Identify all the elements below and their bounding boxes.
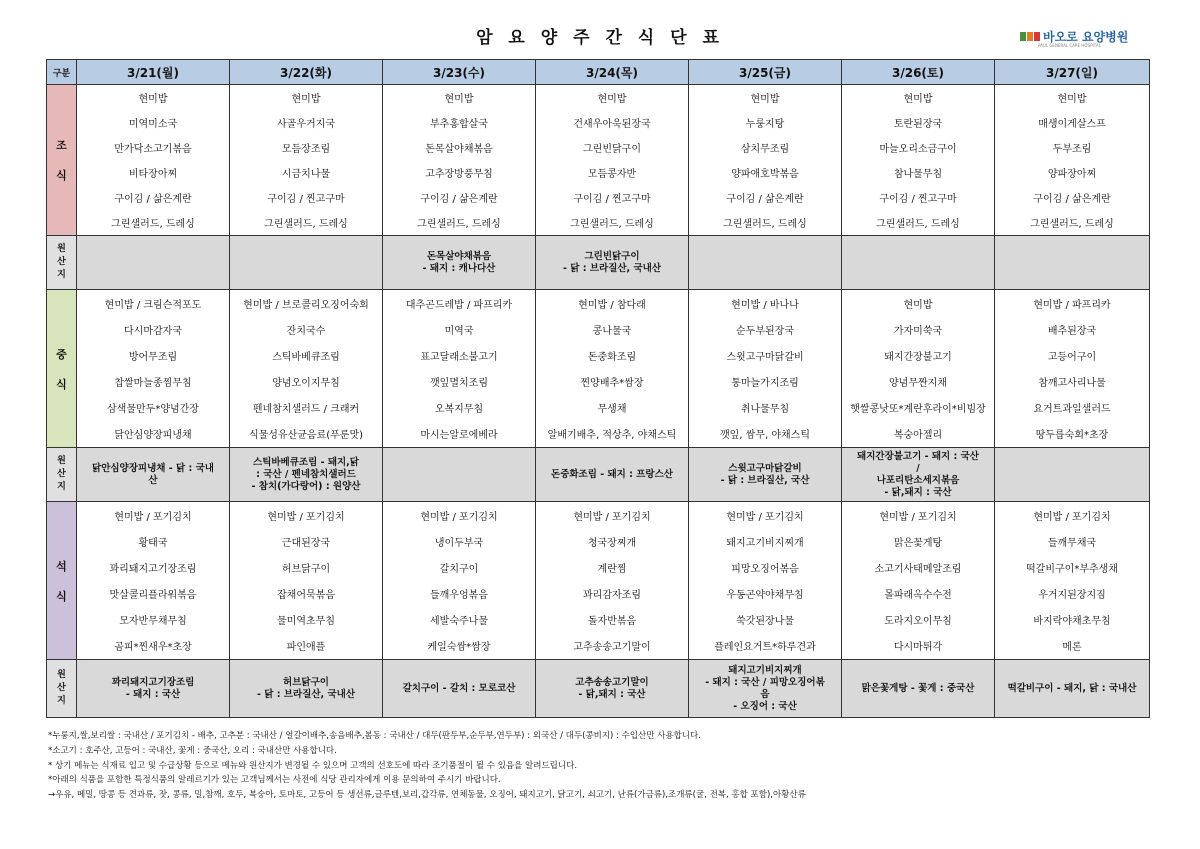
origin-label <box>47 660 77 718</box>
menu-item: 그린빈닭구이 <box>583 144 641 155</box>
menu-item: 들깨무채국 <box>1047 537 1097 549</box>
menu-item: 현미밥 <box>903 299 933 311</box>
corner-cell: 구분 <box>47 60 77 85</box>
page-title: 암 요 양 주 간 식 단 표 <box>476 28 724 48</box>
menu-item: 부추홍합살국 <box>430 119 488 130</box>
menu-item: 복숭아젤리 <box>893 430 943 442</box>
origin-cell <box>536 660 689 718</box>
menu-item: 피망오징어볶음 <box>731 563 799 575</box>
menu-item: 허브닭구이 <box>281 563 331 575</box>
menu-item: 통마늘가지조림 <box>731 378 799 390</box>
menu-item: 시금치나물 <box>281 169 331 180</box>
menu-item: 청국장찌개 <box>587 537 637 549</box>
menu-item: 고추송송고기말이 <box>573 642 651 654</box>
meal-label-char: 조 <box>56 139 67 152</box>
menu-cell <box>995 85 1150 236</box>
menu-item: 세발숙주나물 <box>430 616 488 628</box>
origin-cell <box>383 448 536 502</box>
origin-cell <box>536 236 689 290</box>
menu-item: 건새우아욱된장국 <box>573 119 651 130</box>
menu-item: 양파애호박볶음 <box>731 169 799 180</box>
origin-text: 돈중화조림 - 돼지 : 프랑스산 <box>551 468 673 480</box>
menu-item: 현미밥 / 크림슨적포도 <box>104 299 202 311</box>
meal-label-char: 석 <box>56 559 67 573</box>
origin-text: 닭안심양장피냉채 - 닭 : 국내 산 <box>92 462 214 486</box>
header-row <box>47 60 1150 85</box>
origin-text: 허브닭구이 - 닭 : 브라질산, 국내산 <box>257 676 355 700</box>
origin-cell <box>842 236 995 290</box>
origin-label-char: 원 <box>57 456 66 466</box>
origin-text: 꽈리돼지고기장조림 - 돼지 : 국산 <box>111 676 195 700</box>
origin-text: 스윗고구마닭갈비 - 닭 : 브라질산, 국산 <box>720 462 810 486</box>
menu-item: 양념무짠지채 <box>889 378 947 390</box>
origin-cell <box>383 660 536 718</box>
meal-row <box>47 85 1150 236</box>
menu-item: 미역국 <box>444 325 474 337</box>
menu-item: 깻잎, 쌈무, 야채스틱 <box>720 430 810 442</box>
origin-cell <box>689 448 842 502</box>
origin-cell <box>77 236 230 290</box>
menu-item: 소고기사태메알조림 <box>874 563 962 575</box>
menu-item: 모듬콩자반 <box>587 169 637 180</box>
menu-cell <box>383 290 536 448</box>
menu-item: 취나물무침 <box>740 404 790 416</box>
menu-cell <box>689 290 842 448</box>
meal-label-char: 식 <box>56 589 67 603</box>
note-line: * 상기 메뉴는 식재료 입고 및 수급상황 등으로 메뉴와 원산지가 변경될 수 있으며 고객의 선호도에 따라 조기품절이 될 수 있음을 알려드립니다. <box>48 760 578 771</box>
menu-item: 근대된장국 <box>281 537 331 549</box>
menu-item: 현미밥 / 포기김치 <box>114 511 192 523</box>
menu-item: 들깨우엉볶음 <box>430 590 488 602</box>
menu-item: 방어무조림 <box>128 351 178 363</box>
origin-label-char: 지 <box>57 482 66 492</box>
menu-cell <box>995 502 1150 660</box>
origin-text: 떡갈비구이 - 돼지, 닭 : 국내산 <box>1007 682 1137 694</box>
origin-label-char: 지 <box>57 696 66 706</box>
menu-item: 현미밥 / 포기김치 <box>267 511 345 523</box>
menu-item: 우거지된장지짐 <box>1038 590 1106 602</box>
menu-item: 그린샐러드, 드레싱 <box>417 219 501 230</box>
meal-label-char: 중 <box>56 347 67 361</box>
menu-item: 매생이게살스프 <box>1038 119 1106 130</box>
menu-item: 물미역초무침 <box>277 616 335 628</box>
menu-cell <box>77 290 230 448</box>
logo-subtitle: PAUL GENERAL CARE HOSPITAL <box>1038 43 1101 48</box>
menu-item: 가자미쑥국 <box>893 325 943 337</box>
origin-row <box>47 236 1150 290</box>
origin-label <box>47 448 77 502</box>
menu-item: 요거트과일샐러드 <box>1033 404 1111 416</box>
menu-item: 바지락야채초무침 <box>1033 616 1111 628</box>
meal-label <box>47 290 77 448</box>
menu-item: 맑은꽃게탕 <box>893 537 943 549</box>
menu-item: 누룽지탕 <box>745 119 785 130</box>
origin-cell <box>230 448 383 502</box>
menu-item: 양파장아찌 <box>1047 169 1097 180</box>
origin-cell <box>689 236 842 290</box>
origin-text: 갈치구이 - 갈치 : 모로코산 <box>402 682 516 694</box>
menu-item: 삼치무조림 <box>740 144 790 155</box>
menu-cell <box>230 502 383 660</box>
menu-cell <box>842 502 995 660</box>
menu-cell <box>995 290 1150 448</box>
origin-label <box>47 236 77 290</box>
menu-item: 현미밥 <box>597 94 627 105</box>
menu-item: 구이김 / 찐고구마 <box>573 194 651 205</box>
menu-item: 돼지고기비지찌개 <box>726 537 804 549</box>
menu-item: 현미밥 / 파프리카 <box>1033 299 1111 311</box>
menu-item: 현미밥 / 포기김치 <box>879 511 957 523</box>
menu-item: 오복지무침 <box>434 404 484 416</box>
menu-item: 현미밥 <box>1057 94 1087 105</box>
origin-cell <box>995 236 1150 290</box>
menu-item: 찹쌀마늘종찜무침 <box>114 378 192 390</box>
menu-item: 마늘오리소금구이 <box>879 144 957 155</box>
weekly-menu-table <box>46 59 1150 718</box>
menu-item: 펜네참치샐러드 / 크래커 <box>252 404 360 416</box>
menu-item: 맛살콜리플라워볶음 <box>109 590 197 602</box>
menu-item: 고등어구이 <box>1047 351 1097 363</box>
menu-item: 몰파래옥수수전 <box>884 590 952 602</box>
menu-item: 그린샐러드, 드레싱 <box>111 219 195 230</box>
origin-text: 그린빈닭구이 - 닭 : 브라질산, 국내산 <box>563 250 661 274</box>
meal-label <box>47 85 77 236</box>
notes-section <box>48 729 1148 803</box>
menu-item: 우동곤약야채무침 <box>726 590 804 602</box>
menu-cell <box>689 85 842 236</box>
menu-cell <box>383 502 536 660</box>
origin-label-char: 지 <box>57 270 66 280</box>
menu-item: 황태국 <box>138 537 168 549</box>
origin-cell <box>77 660 230 718</box>
menu-item: 구이김 / 삶은계란 <box>420 194 498 205</box>
day-header: 3/26(토) <box>842 60 995 85</box>
menu-item: 파인애플 <box>286 642 326 654</box>
menu-item: 현미밥 / 바나나 <box>731 299 799 311</box>
menu-item: 만가닥소고기볶음 <box>114 144 192 155</box>
menu-item: 현미밥 <box>444 94 474 105</box>
menu-item: 두부조림 <box>1052 144 1092 155</box>
origin-row <box>47 660 1150 718</box>
menu-item: 닭안심양장피냉채 <box>114 430 192 442</box>
menu-item: 스틱바베큐조림 <box>272 351 340 363</box>
menu-item: 찐양배추*쌈장 <box>580 378 644 390</box>
origin-cell <box>995 660 1150 718</box>
menu-cell <box>230 290 383 448</box>
note-line: *누룽지,쌀,보리쌀 : 국내산 / 포기김치 - 배추, 고추분 : 국내산 / 얼갈이배추,송음배추,봄동 : 국내산 / 대두(판두부,순두부,연두부) : 외국산 / 대두(콩비지) : 수입산만 사용합니다. <box>48 731 701 741</box>
menu-cell <box>536 85 689 236</box>
menu-item: 배추된장국 <box>1047 325 1097 337</box>
menu-item: 구이김 / 삶은계란 <box>726 194 804 205</box>
meal-row <box>47 502 1150 660</box>
menu-item: 깻잎멸치조림 <box>430 378 488 390</box>
origin-cell <box>536 448 689 502</box>
origin-text: 돈목살야채볶음 - 돼지 : 캐나다산 <box>422 250 496 274</box>
menu-cell <box>77 85 230 236</box>
menu-cell <box>689 502 842 660</box>
menu-item: 그린샐러드, 드레싱 <box>723 219 807 230</box>
menu-item: 현미밥 / 브로콜리오징어숙회 <box>243 299 369 311</box>
day-header: 3/25(금) <box>689 60 842 85</box>
origin-label-char: 산 <box>57 683 66 693</box>
day-header: 3/27(일) <box>995 60 1150 85</box>
menu-item: 돌자반볶음 <box>587 616 637 628</box>
menu-item: 현미밥 / 참다래 <box>578 299 646 311</box>
menu-item: 현미밥 <box>903 94 933 105</box>
note-line: *소고기 : 호주산, 고등어 : 국내산, 꽃게 : 중국산, 오리 : 국내산만 사용합니다. <box>48 745 337 756</box>
menu-item: 현미밥 / 포기김치 <box>1033 511 1111 523</box>
menu-item: 도라지오이무침 <box>884 616 952 628</box>
menu-item: 미역미소국 <box>128 119 178 130</box>
logo-name: 바오로 요양병원 <box>1043 29 1129 44</box>
note-line: →우유, 메밀, 땅콩 등 견과류, 잣, 콩류, 밀,참깨, 호두, 복숭아, 토마토, 고등어 등 생선류,글루텐,보리,갑각류, 연체동물, 오징어, 돼지고기, 닭고기, 쇠고기, 난류(가금류),조개류(굴, 전복, 홍합 포함),아황산류 <box>48 790 806 801</box>
menu-item: 현미밥 / 포기김치 <box>573 511 651 523</box>
menu-body <box>47 85 1150 718</box>
menu-item: 알배기배추, 적상추, 야채스틱 <box>547 430 677 442</box>
origin-cell <box>842 448 995 502</box>
menu-cell <box>536 290 689 448</box>
menu-item: 사골우거지국 <box>277 119 335 130</box>
origin-cell <box>77 448 230 502</box>
menu-item: 모듬장조림 <box>281 144 331 155</box>
menu-item: 그린샐러드, 드레싱 <box>1030 219 1114 230</box>
menu-item: 현미밥 / 포기김치 <box>726 511 804 523</box>
menu-item: 돈목살야채볶음 <box>425 144 493 155</box>
origin-label-char: 원 <box>57 244 66 254</box>
menu-item: 잔치국수 <box>286 325 326 337</box>
origin-label-char: 원 <box>57 670 66 680</box>
origin-cell <box>689 660 842 718</box>
menu-item: 현미밥 / 포기김치 <box>420 511 498 523</box>
meal-row <box>47 290 1150 448</box>
day-header: 3/24(목) <box>536 60 689 85</box>
menu-item: 꽈리감자조림 <box>583 590 641 602</box>
menu-item: 마시는알로에베라 <box>420 430 498 442</box>
menu-item: 냉이두부국 <box>434 537 484 549</box>
menu-item: 현미밥 <box>750 94 780 105</box>
menu-item: 메론 <box>1062 642 1082 654</box>
menu-item: 그린샐러드, 드레싱 <box>876 219 960 230</box>
menu-item: 참깨고사리나물 <box>1038 378 1106 390</box>
menu-item: 돈중화조림 <box>587 351 637 363</box>
menu-item: 잡채어묵볶음 <box>277 590 335 602</box>
menu-item: 그린샐러드, 드레싱 <box>264 219 348 230</box>
menu-item: 비타장아찌 <box>128 169 178 180</box>
origin-text: 맑은꽃게탕 - 꽃게 : 중국산 <box>861 682 975 694</box>
menu-item: 그린샐러드, 드레싱 <box>570 219 654 230</box>
menu-item: 구이김 / 찐고구마 <box>267 194 345 205</box>
menu-item: 구이김 / 삶은계란 <box>114 194 192 205</box>
menu-cell <box>383 85 536 236</box>
menu-cell <box>842 290 995 448</box>
menu-item: 떡갈비구이*부추생채 <box>1026 563 1118 575</box>
menu-item: 다시마튀각 <box>893 642 943 654</box>
menu-item: 현미밥 <box>138 94 168 105</box>
menu-item: 순두부된장국 <box>736 325 794 337</box>
menu-item: 식물성유산균음료(푸룬맛) <box>248 430 364 442</box>
origin-row <box>47 448 1150 502</box>
menu-item: 다시마감자국 <box>124 325 182 337</box>
origin-label-char: 산 <box>57 257 66 267</box>
menu-item: 삼색물만두*양념간장 <box>107 404 199 416</box>
origin-text: 스틱바베큐조림 - 돼지,닭 : 국산 / 펜네참치샐러드 - 참치(가다랑어) : 원양산 <box>251 456 361 492</box>
menu-item: 현미밥 <box>291 94 321 105</box>
menu-item: 케일숙쌈*쌈장 <box>427 642 491 654</box>
day-header: 3/22(화) <box>230 60 383 85</box>
menu-item: 구이김 / 찐고구마 <box>879 194 957 205</box>
menu-item: 쑥갓된장나물 <box>736 616 794 628</box>
day-header: 3/21(월) <box>77 60 230 85</box>
menu-cell <box>77 502 230 660</box>
origin-text: 고추송송고기말이 - 닭,돼지 : 국산 <box>575 676 649 700</box>
origin-cell <box>230 660 383 718</box>
menu-item: 플레인요거트*하루견과 <box>714 642 816 654</box>
menu-cell <box>230 85 383 236</box>
menu-item: 스윗고구마닭갈비 <box>726 351 804 363</box>
origin-cell <box>995 448 1150 502</box>
menu-item: 표고달래소불고기 <box>420 351 498 363</box>
menu-item: 계란찜 <box>597 563 627 575</box>
menu-item: 무생채 <box>597 404 627 416</box>
menu-item: 땅두릅숙회*초장 <box>1035 430 1109 442</box>
meal-label-char: 식 <box>56 377 67 391</box>
meal-label-char: 식 <box>56 169 67 182</box>
menu-item: 고추장방풍무침 <box>425 169 493 180</box>
origin-label-char: 산 <box>57 469 66 479</box>
menu-cell <box>536 502 689 660</box>
origin-text: 돼지고기비지찌개 - 돼지 : 국산 / 피망오징어볶 음 - 오징어 : 국산 <box>705 664 825 712</box>
menu-item: 양념오이지무침 <box>272 378 340 390</box>
meal-label <box>47 502 77 660</box>
menu-item: 토란된장국 <box>893 119 943 130</box>
note-line: *아래의 식품을 포함한 특정식품의 알레르기가 있는 고객님께서는 사전에 식당 관리자에게 이용 문의하여 주시기 바랍니다. <box>48 775 501 786</box>
menu-item: 콩나물국 <box>592 325 632 337</box>
menu-cell <box>842 85 995 236</box>
menu-item: 꽈리돼지고기장조림 <box>109 563 197 575</box>
menu-item: 곰피*찐새우*초장 <box>114 642 192 654</box>
logo-mark-icon <box>1020 32 1040 41</box>
menu-item: 갈치구이 <box>439 563 479 575</box>
origin-text: 돼지간장불고기 - 돼지 : 국산 / 나포리탄소세지볶음 - 닭,돼지 : 국산 <box>857 450 979 498</box>
day-header: 3/23(수) <box>383 60 536 85</box>
menu-item: 모자반무채무침 <box>119 616 187 628</box>
origin-cell <box>383 236 536 290</box>
menu-item: 참나물무침 <box>893 169 943 180</box>
origin-cell <box>230 236 383 290</box>
menu-item: 구이김 / 삶은계란 <box>1033 194 1111 205</box>
origin-cell <box>842 660 995 718</box>
menu-item: 대추곤드레밥 / 파프리카 <box>405 299 513 311</box>
menu-item: 햇쌀콩낫또*계란후라이*비빔장 <box>850 404 986 416</box>
menu-item: 돼지간장불고기 <box>884 351 952 363</box>
